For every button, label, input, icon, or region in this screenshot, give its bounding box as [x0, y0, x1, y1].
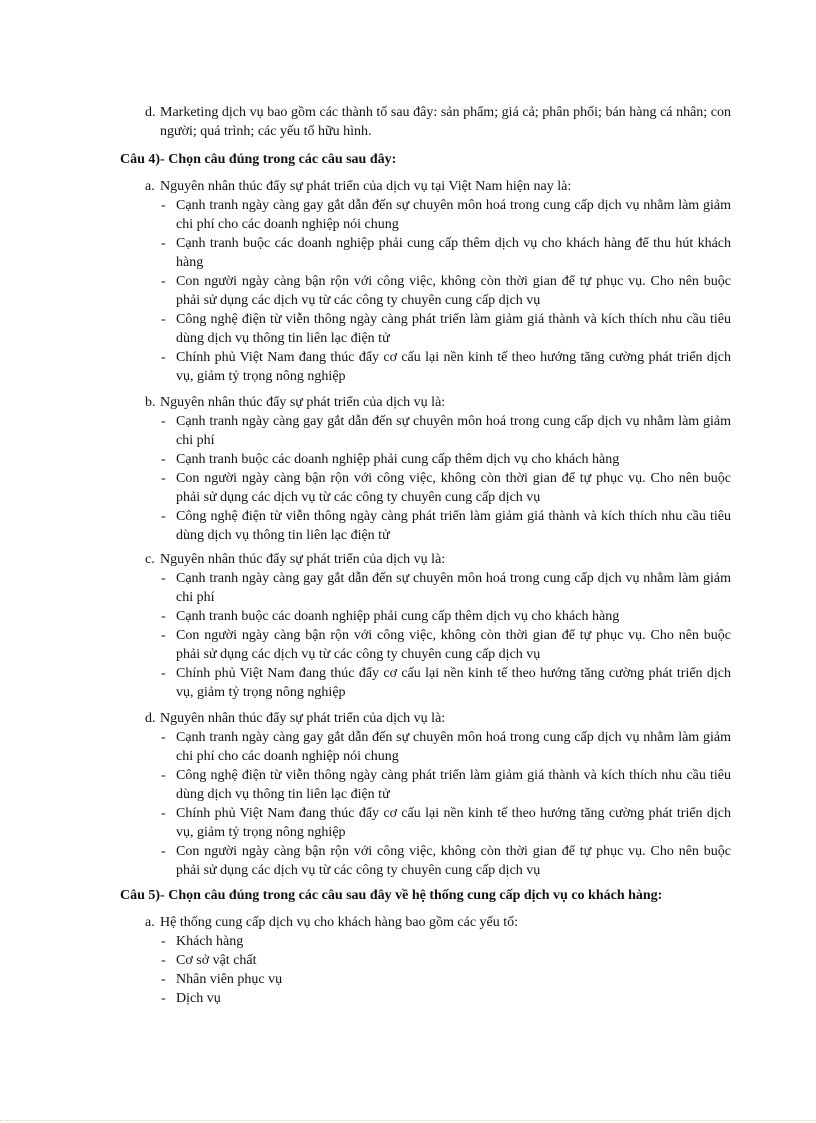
list-item: - Chính phủ Việt Nam đang thúc đẩy cơ cấu lại nền kinh tế theo hướng tăng cường phát triển dịch vụ, giảm tỷ trọng nông nghiệp	[161, 350, 731, 384]
option-heading: Nguyên nhân thúc đẩy sự phát triển của dịch vụ là:	[160, 552, 446, 567]
dash-marker: -	[161, 312, 166, 327]
dash-marker: -	[161, 953, 166, 968]
q4-option-a	[145, 177, 731, 386]
option-label: a.	[145, 179, 155, 194]
dash-marker: -	[161, 844, 166, 859]
dash-marker: -	[161, 934, 166, 949]
list-item: - Con người ngày càng bận rộn với công việc, không còn thời gian để tự phục vụ. Cho nên buộc phải sử dụng các dịch vụ từ các công ty chuyên cung cấp dịch vụ	[161, 628, 731, 662]
list-item: - Cạnh tranh buộc các doanh nghiệp phải cung cấp thêm dịch vụ cho khách hàng để thu hút khách hàng	[161, 236, 731, 270]
bullet-list	[145, 932, 731, 1008]
option-d-marketing	[145, 103, 731, 141]
option-label: a.	[145, 915, 155, 930]
option-heading: Hệ thống cung cấp dịch vụ cho khách hàng bao gồm các yếu tố:	[160, 915, 519, 930]
list-item: - Cạnh tranh ngày càng gay gắt dẫn đến sự chuyên môn hoá trong cung cấp dịch vụ nhằm làm giảm chi phí cho các doanh nghiệp nói chung	[161, 198, 731, 232]
option-label: b.	[145, 395, 156, 410]
dash-marker: -	[161, 768, 166, 783]
question-5-title: Câu 5)- Chọn câu đúng trong các câu sau đây về hệ thống cung cấp dịch vụ co khách hàng:	[120, 888, 663, 903]
list-item: - Khách hàng	[161, 934, 244, 949]
option-label: c.	[145, 552, 155, 567]
option-heading: Nguyên nhân thúc đẩy sự phát triển của dịch vụ tại Việt Nam hiện nay là:	[160, 179, 572, 194]
dash-marker: -	[161, 274, 166, 289]
list-item: - Cạnh tranh ngày càng gay gắt dẫn đến sự chuyên môn hoá trong cung cấp dịch vụ nhằm làm giảm chi phí	[161, 571, 731, 605]
list-item: - Chính phủ Việt Nam đang thúc đẩy cơ cấu lại nền kinh tế theo hướng tăng cường phát triển dịch vụ, giảm tỷ trọng nông nghiệp	[161, 666, 731, 700]
q4-option-c	[145, 550, 731, 702]
list-item: - Cạnh tranh ngày càng gay gắt dẫn đến sự chuyên môn hoá trong cung cấp dịch vụ nhằm làm giảm chi phí cho các doanh nghiệp nói chung	[161, 730, 731, 764]
dash-marker: -	[161, 628, 166, 643]
dash-marker: -	[161, 414, 166, 429]
dash-marker: -	[161, 471, 166, 486]
option-text: Marketing dịch vụ bao gồm các thành tố sau đây: sản phẩm; giá cả; phân phối; bán hàng cá nhân; con người; quá trình; các yếu tố hữu hình.	[160, 105, 731, 139]
dash-marker: -	[161, 236, 166, 251]
q5-option-a	[145, 913, 731, 1008]
option-heading: Nguyên nhân thúc đẩy sự phát triển của dịch vụ là:	[160, 711, 446, 726]
dash-marker: -	[161, 666, 166, 681]
option-label: d.	[145, 711, 156, 726]
page-bottom-divider	[0, 1120, 816, 1121]
q4-option-d	[145, 709, 731, 880]
list-item: - Chính phủ Việt Nam đang thúc đẩy cơ cấu lại nền kinh tế theo hướng tăng cường phát triển dịch vụ, giảm tỷ trọng nông nghiệp	[161, 806, 731, 840]
dash-marker: -	[161, 350, 166, 365]
dash-marker: -	[161, 609, 166, 624]
dash-marker: -	[161, 991, 166, 1006]
bullet-list	[145, 728, 731, 880]
bullet-list	[145, 412, 731, 545]
list-item: - Cạnh tranh buộc các doanh nghiệp phải cung cấp thêm dịch vụ cho khách hàng	[161, 452, 620, 467]
q4-option-b	[145, 393, 731, 545]
dash-marker: -	[161, 972, 166, 987]
list-item: - Công nghệ điện từ viễn thông ngày càng phát triển làm giảm giá thành và kích thích nhu cầu tiêu dùng dịch vụ thông tin liên lạc điện tử	[161, 509, 731, 543]
dash-marker: -	[161, 198, 166, 213]
option-heading: Nguyên nhân thúc đẩy sự phát triển của dịch vụ là:	[160, 395, 446, 410]
list-item: - Công nghệ điện từ viễn thông ngày càng phát triển làm giảm giá thành và kích thích nhu cầu tiêu dùng dịch vụ thông tin liên lạc điện tử	[161, 312, 731, 346]
dash-marker: -	[161, 806, 166, 821]
dash-marker: -	[161, 730, 166, 745]
question-4-title: Câu 4)- Chọn câu đúng trong các câu sau đây:	[120, 152, 397, 167]
dash-marker: -	[161, 509, 166, 524]
dash-marker: -	[161, 452, 166, 467]
list-item: - Dịch vụ	[161, 991, 221, 1006]
list-item: - Con người ngày càng bận rộn với công việc, không còn thời gian để tự phục vụ. Cho nên buộc phải sử dụng các dịch vụ từ các công ty chuyên cung cấp dịch vụ	[161, 274, 731, 308]
list-item: - Nhân viên phục vụ	[161, 972, 283, 987]
list-item: - Con người ngày càng bận rộn với công việc, không còn thời gian để tự phục vụ. Cho nên buộc phải sử dụng các dịch vụ từ các công ty chuyên cung cấp dịch vụ	[161, 844, 731, 878]
option-label: d.	[145, 105, 156, 120]
dash-marker: -	[161, 571, 166, 586]
bullet-list	[145, 569, 731, 702]
list-item: - Con người ngày càng bận rộn với công việc, không còn thời gian để tự phục vụ. Cho nên buộc phải sử dụng các dịch vụ từ các công ty chuyên cung cấp dịch vụ	[161, 471, 731, 505]
list-item: - Cạnh tranh buộc các doanh nghiệp phải cung cấp thêm dịch vụ cho khách hàng	[161, 609, 620, 624]
bullet-list	[145, 196, 731, 386]
list-item: - Cạnh tranh ngày càng gay gắt dẫn đến sự chuyên môn hoá trong cung cấp dịch vụ nhằm làm giảm chi phí	[161, 414, 731, 448]
list-item: - Công nghệ điện từ viễn thông ngày càng phát triển làm giảm giá thành và kích thích nhu cầu tiêu dùng dịch vụ thông tin liên lạc điện tử	[161, 768, 731, 802]
list-item: - Cơ sở vật chất	[161, 953, 257, 968]
